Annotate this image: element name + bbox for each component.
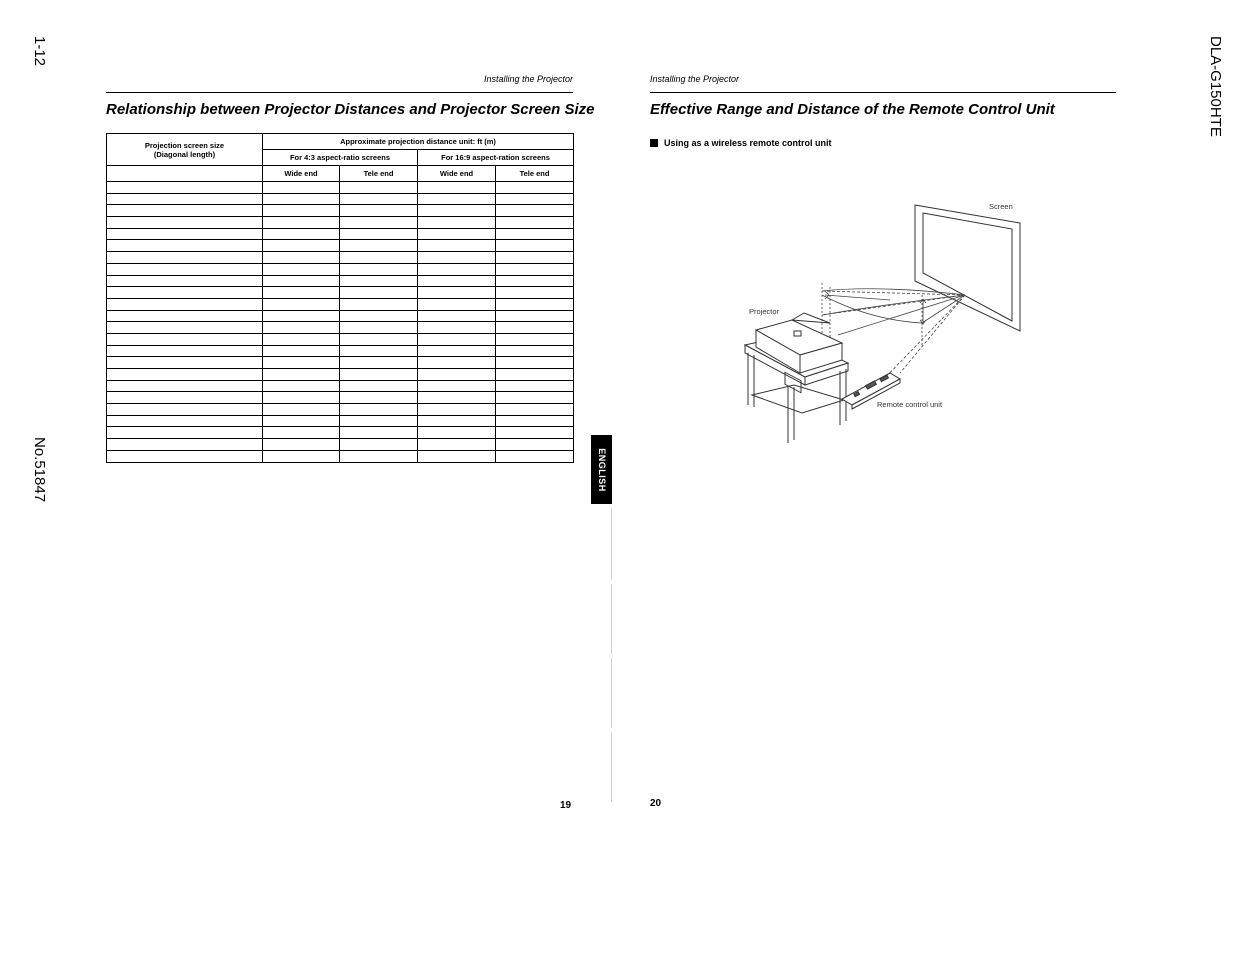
table-cell xyxy=(418,252,496,264)
table-row xyxy=(107,298,574,310)
table-row xyxy=(107,392,574,404)
table-row xyxy=(107,369,574,381)
wide-end-169-header: Wide end xyxy=(418,166,496,182)
table-cell xyxy=(263,252,340,264)
table-row xyxy=(107,427,574,439)
table-cell xyxy=(496,380,574,392)
tele-end-169-header: Tele end xyxy=(496,166,574,182)
remote-subheading xyxy=(650,138,832,148)
gutter-line-2 xyxy=(611,584,612,654)
distance-group-header: Approximate projection distance unit: ft (m) xyxy=(263,134,574,150)
table-cell xyxy=(418,310,496,322)
table-row xyxy=(107,287,574,299)
table-cell xyxy=(107,240,263,252)
table-cell xyxy=(263,263,340,275)
table-cell xyxy=(263,439,340,451)
table-cell xyxy=(107,182,263,194)
page-code-label: 1-12 xyxy=(31,36,48,67)
screen-size-header-line1: Projection screen size xyxy=(144,140,225,150)
table-cell xyxy=(496,263,574,275)
table-cell xyxy=(418,345,496,357)
table-cell xyxy=(340,439,418,451)
aspect-43-header: For 4:3 aspect-ratio screens xyxy=(263,150,418,166)
remote-control-label: Remote control unit xyxy=(877,400,943,409)
table-cell xyxy=(107,369,263,381)
table-cell xyxy=(418,182,496,194)
table-cell xyxy=(496,415,574,427)
table-cell xyxy=(107,427,263,439)
wide-end-43-header: Wide end xyxy=(263,166,340,182)
table-cell xyxy=(340,252,418,264)
gutter-line-3 xyxy=(611,658,612,728)
table-row xyxy=(107,345,574,357)
screen-illustration xyxy=(915,205,1020,331)
table-cell xyxy=(418,205,496,217)
table-cell xyxy=(496,182,574,194)
table-row xyxy=(107,357,574,369)
table-cell xyxy=(418,439,496,451)
table-row xyxy=(107,439,574,451)
right-running-head: Installing the Projector xyxy=(650,74,740,84)
table-cell xyxy=(496,252,574,264)
table-cell xyxy=(107,439,263,451)
table-cell xyxy=(340,450,418,462)
table-cell xyxy=(263,427,340,439)
table-cell xyxy=(107,333,263,345)
table-cell xyxy=(263,182,340,194)
table-cell xyxy=(340,228,418,240)
tele-end-43-header: Tele end xyxy=(340,166,418,182)
table-cell xyxy=(340,357,418,369)
remote-range-diagram xyxy=(730,195,1040,455)
table-cell xyxy=(340,427,418,439)
table-cell xyxy=(340,310,418,322)
table-cell xyxy=(263,228,340,240)
table-cell xyxy=(418,287,496,299)
table-row xyxy=(107,240,574,252)
table-cell xyxy=(107,450,263,462)
table-cell xyxy=(107,228,263,240)
projector-label: Projector xyxy=(749,307,780,316)
table-cell xyxy=(340,380,418,392)
table-cell xyxy=(340,404,418,416)
table-cell xyxy=(340,392,418,404)
table-cell xyxy=(263,404,340,416)
table-cell xyxy=(418,298,496,310)
table-cell xyxy=(496,427,574,439)
table-cell xyxy=(418,217,496,229)
table-cell xyxy=(263,333,340,345)
table-cell xyxy=(107,287,263,299)
screen-label: Screen xyxy=(989,202,1013,211)
table-row xyxy=(107,193,574,205)
table-cell xyxy=(263,322,340,334)
table-cell xyxy=(107,217,263,229)
table-cell xyxy=(496,275,574,287)
table-cell xyxy=(107,415,263,427)
table-cell xyxy=(418,369,496,381)
left-page-title: Relationship between Projector Distances and Projector Screen Size xyxy=(106,101,595,118)
table-cell xyxy=(418,193,496,205)
screen-size-header-line2: (Diagonal length) xyxy=(153,149,216,159)
table-cell xyxy=(263,380,340,392)
table-row xyxy=(107,252,574,264)
table-row xyxy=(107,450,574,462)
table-cell xyxy=(418,404,496,416)
table-cell xyxy=(107,404,263,416)
table-cell xyxy=(340,369,418,381)
table-cell xyxy=(263,205,340,217)
table-cell xyxy=(418,275,496,287)
table-cell xyxy=(418,380,496,392)
table-cell xyxy=(107,380,263,392)
table-cell xyxy=(107,392,263,404)
table-row xyxy=(107,275,574,287)
table-cell xyxy=(340,182,418,194)
english-language-tab xyxy=(591,435,612,504)
square-bullet-icon xyxy=(650,139,658,147)
gutter-line-4 xyxy=(611,732,612,802)
right-page-title: Effective Range and Distance of the Remote Control Unit xyxy=(650,101,1055,118)
table-cell xyxy=(340,240,418,252)
table-cell xyxy=(340,217,418,229)
table-cell xyxy=(496,228,574,240)
table-cell xyxy=(496,193,574,205)
table-cell xyxy=(107,205,263,217)
table-cell xyxy=(418,263,496,275)
left-title-rule xyxy=(106,92,573,93)
table-cell xyxy=(340,322,418,334)
screen-size-header xyxy=(107,134,263,166)
table-cell xyxy=(107,275,263,287)
projection-distance-table xyxy=(106,133,574,463)
table-cell xyxy=(496,205,574,217)
right-page-number: 20 xyxy=(650,798,662,809)
table-cell xyxy=(496,369,574,381)
table-cell xyxy=(107,345,263,357)
table-cell xyxy=(418,450,496,462)
table-cell xyxy=(263,357,340,369)
table-cell xyxy=(496,240,574,252)
table-cell xyxy=(496,333,574,345)
table-body xyxy=(107,182,574,463)
table-cell xyxy=(496,450,574,462)
table-cell xyxy=(263,450,340,462)
table-cell xyxy=(496,298,574,310)
model-name-label: DLA-G150HTE xyxy=(1207,36,1224,137)
table-cell xyxy=(496,439,574,451)
table-cell xyxy=(496,357,574,369)
table-cell xyxy=(263,193,340,205)
table-cell xyxy=(340,275,418,287)
table-cell xyxy=(418,228,496,240)
table-cell xyxy=(107,263,263,275)
table-cell xyxy=(107,252,263,264)
table-cell xyxy=(340,298,418,310)
table-cell xyxy=(107,322,263,334)
table-cell xyxy=(418,427,496,439)
table-cell xyxy=(418,333,496,345)
table-cell xyxy=(496,217,574,229)
table-cell xyxy=(496,310,574,322)
table-cell xyxy=(418,357,496,369)
table-row xyxy=(107,415,574,427)
table-row xyxy=(107,380,574,392)
table-cell xyxy=(496,287,574,299)
table-cell xyxy=(418,322,496,334)
table-cell xyxy=(263,415,340,427)
table-cell xyxy=(263,345,340,357)
table-cell xyxy=(263,287,340,299)
table-cell xyxy=(340,287,418,299)
table-cell xyxy=(418,415,496,427)
table-cell xyxy=(496,404,574,416)
table-row xyxy=(107,310,574,322)
table-row xyxy=(107,182,574,194)
table-cell xyxy=(340,333,418,345)
aspect-169-header: For 16:9 aspect-ration screens xyxy=(418,150,574,166)
table-row xyxy=(107,322,574,334)
left-page-number: 19 xyxy=(560,800,572,811)
table-cell xyxy=(107,310,263,322)
table-cell xyxy=(263,240,340,252)
table-cell xyxy=(340,415,418,427)
table-row xyxy=(107,263,574,275)
table-row xyxy=(107,205,574,217)
table-cell xyxy=(418,392,496,404)
table-cell xyxy=(107,193,263,205)
document-number-label: No.51847 xyxy=(31,437,48,503)
blank-header-cell xyxy=(107,166,263,182)
right-title-rule xyxy=(650,92,1116,93)
table-cell xyxy=(107,357,263,369)
gutter-line-1 xyxy=(611,508,612,580)
table-cell xyxy=(263,275,340,287)
english-tab-label: ENGLISH xyxy=(596,447,607,492)
table-cell xyxy=(263,217,340,229)
table-row xyxy=(107,217,574,229)
table-cell xyxy=(340,193,418,205)
table-cell xyxy=(263,310,340,322)
table-cell xyxy=(263,298,340,310)
table-row xyxy=(107,404,574,416)
table-cell xyxy=(418,240,496,252)
table-cell xyxy=(263,392,340,404)
table-cell xyxy=(340,263,418,275)
table-row xyxy=(107,228,574,240)
table-cell xyxy=(496,322,574,334)
table-cell xyxy=(340,345,418,357)
left-running-head: Installing the Projector xyxy=(483,74,573,84)
remote-subheading-text: Using as a wireless remote control unit xyxy=(664,138,832,148)
table-cell xyxy=(107,298,263,310)
table-cell xyxy=(496,345,574,357)
table-cell xyxy=(263,369,340,381)
table-cell xyxy=(340,205,418,217)
table-row xyxy=(107,333,574,345)
table-cell xyxy=(496,392,574,404)
